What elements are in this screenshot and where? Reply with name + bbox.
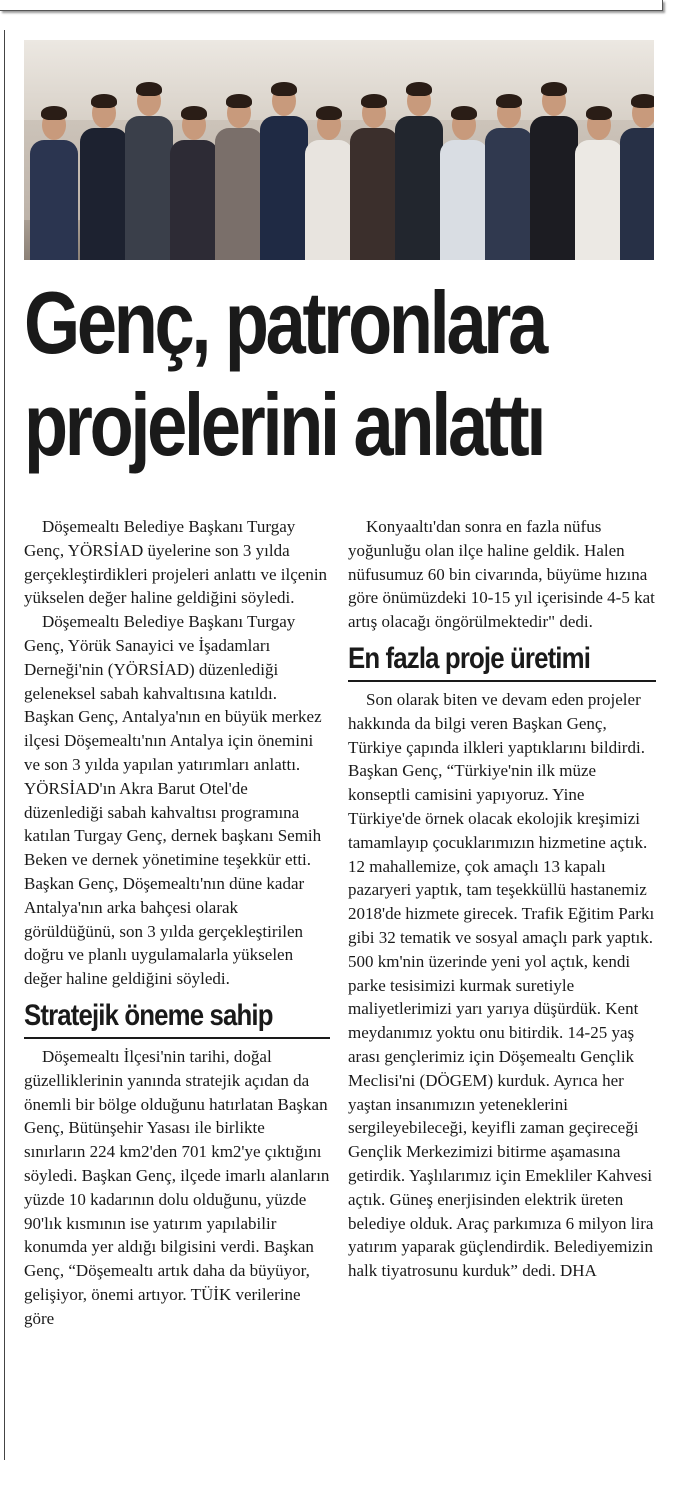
- subheading-rule: [348, 680, 656, 682]
- paragraph-population: Konyaaltı'dan sonra en fazla nüfus yoğunluğu olan ilçe haline geldik. Halen nüfusumuz 60 bin civarında, büyüme hızına göre önümüzdeki 10-15 yıl içerisinde 4-5 kat artış olacağı öngörülmektedir" dedi.: [348, 517, 655, 632]
- group-photo: [24, 40, 654, 260]
- photo-person: [26, 100, 82, 260]
- photo-person: [616, 88, 654, 260]
- subheading-strategic: Stratejik öneme sahip: [24, 998, 273, 1032]
- paragraph-intro: Döşemealtı Belediye Başkanı Turgay Genç, YÖRSİAD üyelerine son 3 yılda gerçekleştirdikleri projeleri anlattı ve ilçenin yükselen değer haline geldiğini söyledi.: [24, 517, 328, 608]
- paragraph-projects: Son olarak biten ve devam eden projeler hakkında da bilgi veren Başkan Genç, Türkiye çapında ilkleri yaptıklarını bildirdi. Başkan Genç, “Türkiye'nin ilk müze konseptli camisini yapıyoruz. Yine Türkiye'de örnek olacak ekolojik kreşimizi tamamlayıp çocuklarımızın hizmetine açtık. 12 mahallemize, çok amaçlı 13 kapalı pazaryeri yaptık, tam teşekküllü hastanemiz 2018'de hizmete girecek. Trafik Eğitim Parkı gibi 32 tematik ve sosyal amaçlı park yaptık. 500 km'nin üzerinde yeni yol açtık, kendi parke tesisimizi kurmak suretiyle maliyetlerimizi yarı yarıya düşürdük. Kent meydanımız yoktu onu bitirdik. 14-25 yaş arası gençlerimiz için Döşemealtı Gençlik Meclisi'ni (DÖGEM) kurduk. Ayrıca her yaştan insanımızın yeteneklerini sergileyebileceği, keyifli zaman geçireceği Gençlik Merkezimizi bitirme aşamasına getirdik. Yaşlılarımız için Emekliler Kahvesi açtık. Güneş enerjisinden elektrik üreten belediye olduk. Araç parkımıza 6 milyon lira yatırım yaparak güçlendirdik. Belediyemizin halk tiyatrosunu kurduk” dedi. DHA: [348, 689, 655, 1281]
- subheading-projects: En fazla proje üretimi: [348, 641, 591, 675]
- page-left-rule: [4, 30, 5, 1460]
- headline-line-1: Genç, patronlara: [24, 273, 545, 372]
- article-column-left: [24, 515, 330, 1331]
- paragraph-event: Döşemealtı Belediye Başkanı Turgay Genç, Yörük Sanayici ve İşadamları Derneği'nin (YÖRSİAD) düzenlediği geleneksel sabah kahvaltısına katıldı. Başkan Genç, Antalya'nın en büyük merkez ilçesi Döşemealtı'nın Antalya için önemini ve son 3 yılda yapılan yatırımları anlattı. YÖRSİAD'ın Akra Barut Otel'de düzenlediği sabah kahvaltısı programına katılan Turgay Genç, dernek başkanı Semih Beken ve dernek yönetimine teşekkür etti. Başkan Genç, Döşemealtı'nın düne kadar Antalya'nın arka bahçesi olarak görüldüğünü, son 3 yılda gerçekleştirilen doğru ve planlı uygulamalarla yükselen değer haline geldiğini söyledi.: [24, 612, 322, 989]
- article-column-right: [348, 515, 656, 1283]
- subheading-rule: [24, 1037, 330, 1039]
- headline-line-2: projelerini anlattı: [24, 375, 544, 474]
- article-headline: [24, 272, 549, 476]
- paragraph-strategic: Döşemealtı İlçesi'nin tarihi, doğal güzelliklerinin yanında stratejik açıdan da önemli bir bölge olduğunu hatırlatan Başkan Genç, Bütünşehir Yasası ile birlikte sınırların 224 km2'den 701 km2'ye çıktığını söyledi. Başkan Genç, ilçede imarlı alanların yüzde 10 kadarının dolu olduğunu, yüzde 90'lık kısmının ise yatırım yapılabilir konumda yer aldığı bilgisini verdi. Başkan Genç, “Döşemealtı artık daha da büyüyor, gelişiyor, önemi artıyor. TÜİK verilerine göre: [24, 1046, 330, 1328]
- page-top-border: [0, 0, 663, 11]
